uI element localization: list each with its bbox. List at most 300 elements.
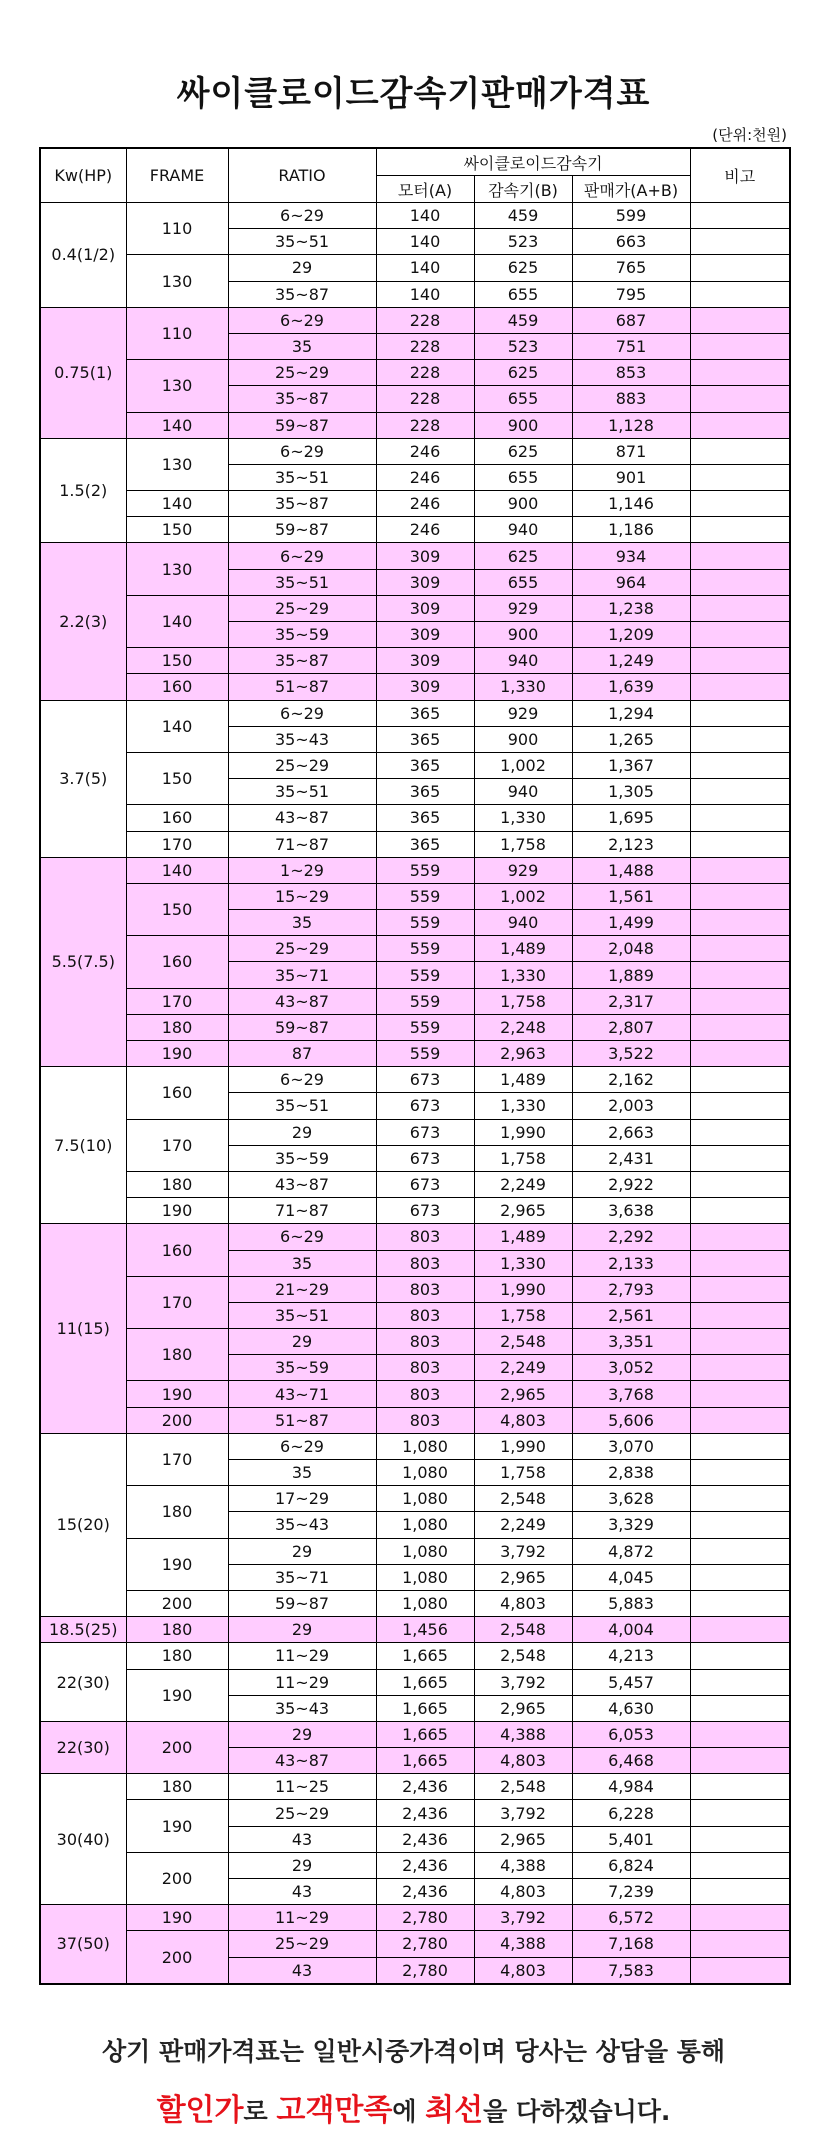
reducer-cell: 1,758 [474,831,572,857]
price-cell: 1,128 [572,412,690,438]
table-row [40,1041,790,1067]
frame-cell: 180 [126,1486,228,1538]
note-cell [690,281,790,307]
ratio-cell: 35~71 [228,962,376,988]
ratio-cell: 43 [228,1957,376,1984]
note-cell [690,307,790,333]
reducer-cell: 625 [474,360,572,386]
reducer-cell: 2,965 [474,1564,572,1590]
motor-cell: 365 [376,805,474,831]
price-cell: 1,209 [572,622,690,648]
frame-cell: 200 [126,1407,228,1433]
note-cell [690,1067,790,1093]
ratio-cell: 6~29 [228,307,376,333]
motor-cell: 803 [376,1329,474,1355]
ratio-cell: 35~51 [228,1093,376,1119]
price-cell: 2,561 [572,1302,690,1328]
price-cell: 871 [572,438,690,464]
frame-cell: 170 [126,1276,228,1328]
price-cell: 3,522 [572,1041,690,1067]
frame-cell: 180 [126,1171,228,1197]
frame-cell: 110 [126,203,228,255]
price-cell: 3,052 [572,1355,690,1381]
note-cell [690,1905,790,1931]
frame-cell: 190 [126,1041,228,1067]
reducer-cell: 900 [474,622,572,648]
motor-cell: 803 [376,1302,474,1328]
price-cell: 883 [572,386,690,412]
note-cell [690,1486,790,1512]
note-cell [690,1329,790,1355]
price-cell: 6,228 [572,1800,690,1826]
kw-cell: 7.5(10) [40,1067,126,1224]
reducer-cell: 1,489 [474,1224,572,1250]
frame-cell: 180 [126,1329,228,1381]
note-cell [690,805,790,831]
motor-cell: 559 [376,1041,474,1067]
price-cell: 6,824 [572,1852,690,1878]
frame-cell: 180 [126,1617,228,1643]
ratio-cell: 29 [228,1721,376,1747]
price-cell: 2,922 [572,1171,690,1197]
ratio-cell: 43~71 [228,1381,376,1407]
kw-cell: 1.5(2) [40,438,126,543]
price-cell: 6,468 [572,1748,690,1774]
price-cell: 964 [572,569,690,595]
price-cell: 795 [572,281,690,307]
table-row [40,203,790,229]
reducer-cell: 625 [474,438,572,464]
motor-cell: 673 [376,1171,474,1197]
price-cell: 5,606 [572,1407,690,1433]
table-row [40,1538,790,1564]
ratio-cell: 11~29 [228,1669,376,1695]
reducer-cell: 2,248 [474,1014,572,1040]
reducer-cell: 2,548 [474,1643,572,1669]
reducer-cell: 1,758 [474,988,572,1014]
table-row [40,1931,790,1957]
reducer-cell: 655 [474,569,572,595]
table-row [40,936,790,962]
reducer-cell: 2,548 [474,1486,572,1512]
motor-cell: 246 [376,491,474,517]
reducer-cell: 459 [474,307,572,333]
note-cell [690,648,790,674]
table-row [40,307,790,333]
motor-cell: 1,080 [376,1590,474,1616]
motor-cell: 803 [376,1381,474,1407]
table-row [40,1433,790,1459]
frame-cell: 150 [126,648,228,674]
ratio-cell: 35 [228,333,376,359]
note-cell [690,857,790,883]
ratio-cell: 1~29 [228,857,376,883]
ratio-cell: 43~87 [228,805,376,831]
reducer-cell: 2,548 [474,1774,572,1800]
note-cell [690,1617,790,1643]
note-cell [690,1355,790,1381]
reducer-cell: 940 [474,779,572,805]
ratio-cell: 6~29 [228,1067,376,1093]
reducer-cell: 3,792 [474,1800,572,1826]
note-cell [690,1145,790,1171]
footer-text-f: 을 다하겠습니다. [483,2097,671,2126]
reducer-cell: 900 [474,726,572,752]
note-cell [690,831,790,857]
note-cell [690,1041,790,1067]
ratio-cell: 87 [228,1041,376,1067]
footer-best: 최선 [425,2093,484,2128]
ratio-cell: 6~29 [228,438,376,464]
note-cell [690,1171,790,1197]
price-cell: 901 [572,464,690,490]
ratio-cell: 15~29 [228,883,376,909]
footer-satisfaction: 고객만족 [276,2093,393,2128]
reducer-cell: 3,792 [474,1905,572,1931]
motor-cell: 673 [376,1119,474,1145]
note-cell [690,1224,790,1250]
header-group: 싸이클로이드감속기 [376,148,690,176]
note-cell [690,622,790,648]
price-cell: 2,123 [572,831,690,857]
table-row [40,1774,790,1800]
motor-cell: 228 [376,412,474,438]
note-cell [690,936,790,962]
reducer-cell: 655 [474,464,572,490]
price-cell: 3,768 [572,1381,690,1407]
reducer-cell: 3,792 [474,1669,572,1695]
price-cell: 1,305 [572,779,690,805]
ratio-cell: 29 [228,255,376,281]
table-row [40,438,790,464]
reducer-cell: 2,249 [474,1512,572,1538]
reducer-cell: 2,249 [474,1355,572,1381]
kw-cell: 0.4(1/2) [40,203,126,308]
note-cell [690,333,790,359]
price-cell: 7,168 [572,1931,690,1957]
reducer-cell: 4,388 [474,1931,572,1957]
note-cell [690,1643,790,1669]
motor-cell: 1,456 [376,1617,474,1643]
frame-cell: 110 [126,307,228,359]
note-cell [690,1407,790,1433]
reducer-cell: 1,002 [474,883,572,909]
price-cell: 751 [572,333,690,359]
ratio-cell: 35~87 [228,648,376,674]
note-cell [690,360,790,386]
note-cell [690,726,790,752]
ratio-cell: 6~29 [228,700,376,726]
ratio-cell: 21~29 [228,1276,376,1302]
motor-cell: 228 [376,360,474,386]
kw-cell: 5.5(7.5) [40,857,126,1067]
table-row [40,857,790,883]
motor-cell: 2,436 [376,1826,474,1852]
table-row [40,752,790,778]
reducer-cell: 4,803 [474,1590,572,1616]
motor-cell: 365 [376,726,474,752]
frame-cell: 140 [126,491,228,517]
ratio-cell: 35~59 [228,1355,376,1381]
reducer-cell: 1,758 [474,1302,572,1328]
reducer-cell: 900 [474,491,572,517]
kw-cell: 37(50) [40,1905,126,1984]
motor-cell: 365 [376,779,474,805]
motor-cell: 1,665 [376,1695,474,1721]
reducer-cell: 929 [474,857,572,883]
price-cell: 2,431 [572,1145,690,1171]
table-row [40,517,790,543]
ratio-cell: 43~87 [228,988,376,1014]
footer-discount: 할인가 [156,2093,244,2128]
header-price: 판매가(A+B) [572,176,690,203]
frame-cell: 190 [126,1381,228,1407]
reducer-cell: 940 [474,910,572,936]
ratio-cell: 35 [228,910,376,936]
kw-cell: 11(15) [40,1224,126,1434]
ratio-cell: 25~29 [228,752,376,778]
ratio-cell: 35~43 [228,1512,376,1538]
frame-cell: 150 [126,883,228,935]
note-cell [690,1564,790,1590]
table-row [40,1276,790,1302]
price-cell: 1,639 [572,674,690,700]
table-row [40,1224,790,1250]
ratio-cell: 11~29 [228,1905,376,1931]
reducer-cell: 4,803 [474,1957,572,1984]
frame-cell: 160 [126,674,228,700]
ratio-cell: 59~87 [228,1590,376,1616]
note-cell [690,1748,790,1774]
ratio-cell: 35~87 [228,491,376,517]
price-cell: 2,663 [572,1119,690,1145]
note-cell [690,674,790,700]
price-cell: 663 [572,229,690,255]
motor-cell: 365 [376,831,474,857]
note-cell [690,229,790,255]
reducer-cell: 4,803 [474,1879,572,1905]
table-row [40,1407,790,1433]
reducer-cell: 2,965 [474,1826,572,1852]
reducer-cell: 1,002 [474,752,572,778]
reducer-cell: 2,965 [474,1381,572,1407]
note-cell [690,1826,790,1852]
price-cell: 5,883 [572,1590,690,1616]
note-cell [690,1460,790,1486]
table-row [40,1329,790,1355]
reducer-cell: 900 [474,412,572,438]
frame-cell: 150 [126,752,228,804]
price-cell: 2,793 [572,1276,690,1302]
frame-cell: 130 [126,255,228,307]
motor-cell: 673 [376,1093,474,1119]
kw-cell: 15(20) [40,1433,126,1616]
price-cell: 2,807 [572,1014,690,1040]
note-cell [690,1433,790,1459]
motor-cell: 140 [376,229,474,255]
reducer-cell: 459 [474,203,572,229]
ratio-cell: 59~87 [228,517,376,543]
ratio-cell: 6~29 [228,1224,376,1250]
price-cell: 1,488 [572,857,690,883]
frame-cell: 190 [126,1669,228,1721]
note-cell [690,1250,790,1276]
motor-cell: 365 [376,752,474,778]
note-cell [690,988,790,1014]
price-cell: 1,249 [572,648,690,674]
ratio-cell: 25~29 [228,1800,376,1826]
reducer-cell: 2,249 [474,1171,572,1197]
motor-cell: 1,080 [376,1538,474,1564]
reducer-cell: 940 [474,517,572,543]
ratio-cell: 35~51 [228,1302,376,1328]
table-row [40,1905,790,1931]
motor-cell: 1,080 [376,1564,474,1590]
table-header [40,148,790,203]
note-cell [690,1093,790,1119]
motor-cell: 559 [376,988,474,1014]
motor-cell: 1,665 [376,1643,474,1669]
table-row [40,1381,790,1407]
note-cell [690,543,790,569]
note-cell [690,1800,790,1826]
table-row [40,1852,790,1878]
kw-cell: 2.2(3) [40,543,126,700]
price-cell: 934 [572,543,690,569]
price-cell: 1,146 [572,491,690,517]
ratio-cell: 51~87 [228,674,376,700]
ratio-cell: 35~71 [228,1564,376,1590]
motor-cell: 309 [376,622,474,648]
frame-cell: 170 [126,1119,228,1171]
frame-cell: 200 [126,1931,228,1984]
frame-cell: 200 [126,1590,228,1616]
frame-cell: 180 [126,1014,228,1040]
table-row [40,1198,790,1224]
table-row [40,255,790,281]
note-cell [690,1879,790,1905]
reducer-cell: 4,388 [474,1852,572,1878]
reducer-cell: 655 [474,281,572,307]
note-cell [690,883,790,909]
note-cell [690,491,790,517]
note-cell [690,595,790,621]
kw-cell: 18.5(25) [40,1617,126,1643]
frame-cell: 140 [126,595,228,647]
price-cell: 6,053 [572,1721,690,1747]
frame-cell: 170 [126,1433,228,1485]
frame-cell: 150 [126,517,228,543]
frame-cell: 180 [126,1643,228,1669]
motor-cell: 140 [376,203,474,229]
ratio-cell: 29 [228,1617,376,1643]
table-body [40,203,790,1984]
note-cell [690,779,790,805]
ratio-cell: 29 [228,1538,376,1564]
table-row [40,988,790,1014]
reducer-cell: 1,758 [474,1460,572,1486]
price-cell: 3,628 [572,1486,690,1512]
note-cell [690,1538,790,1564]
reducer-cell: 655 [474,386,572,412]
motor-cell: 228 [376,386,474,412]
table-row [40,595,790,621]
motor-cell: 1,080 [376,1433,474,1459]
price-cell: 1,265 [572,726,690,752]
ratio-cell: 51~87 [228,1407,376,1433]
reducer-cell: 1,330 [474,1093,572,1119]
motor-cell: 1,665 [376,1748,474,1774]
table-row [40,543,790,569]
price-cell: 4,213 [572,1643,690,1669]
header-note: 비고 [690,148,790,203]
table-row [40,1590,790,1616]
ratio-cell: 11~25 [228,1774,376,1800]
frame-cell: 130 [126,438,228,490]
reducer-cell: 929 [474,700,572,726]
motor-cell: 673 [376,1198,474,1224]
note-cell [690,962,790,988]
table-row [40,648,790,674]
price-cell: 2,133 [572,1250,690,1276]
motor-cell: 803 [376,1276,474,1302]
frame-cell: 190 [126,1800,228,1852]
ratio-cell: 35~43 [228,726,376,752]
reducer-cell: 625 [474,255,572,281]
note-cell [690,1669,790,1695]
motor-cell: 559 [376,936,474,962]
page-title: 싸이클로이드감속기판매가격표 [176,74,651,114]
note-cell [690,569,790,595]
price-cell: 4,045 [572,1564,690,1590]
motor-cell: 1,665 [376,1669,474,1695]
price-cell: 2,003 [572,1093,690,1119]
motor-cell: 228 [376,307,474,333]
reducer-cell: 523 [474,229,572,255]
price-cell: 7,239 [572,1879,690,1905]
price-cell: 599 [572,203,690,229]
motor-cell: 803 [376,1407,474,1433]
reducer-cell: 1,990 [474,1119,572,1145]
ratio-cell: 35 [228,1460,376,1486]
price-cell: 4,984 [572,1774,690,1800]
motor-cell: 559 [376,883,474,909]
motor-cell: 365 [376,700,474,726]
note-cell [690,1276,790,1302]
reducer-cell: 1,330 [474,674,572,700]
motor-cell: 803 [376,1224,474,1250]
ratio-cell: 35~59 [228,1145,376,1171]
price-cell: 765 [572,255,690,281]
reducer-cell: 2,548 [474,1329,572,1355]
note-cell [690,438,790,464]
footer-line-1: 상기 판매가격표는 일반시중가격이며 당사는 상담을 통해 [101,2037,726,2066]
note-cell [690,255,790,281]
frame-cell: 160 [126,1067,228,1119]
reducer-cell: 2,965 [474,1695,572,1721]
note-cell [690,1302,790,1328]
header-ratio: RATIO [228,148,376,203]
ratio-cell: 35~51 [228,779,376,805]
motor-cell: 559 [376,962,474,988]
header-frame: FRAME [126,148,228,203]
note-cell [690,1590,790,1616]
reducer-cell: 1,990 [474,1433,572,1459]
kw-cell: 30(40) [40,1774,126,1905]
note-cell [690,464,790,490]
table-row [40,805,790,831]
motor-cell: 140 [376,281,474,307]
